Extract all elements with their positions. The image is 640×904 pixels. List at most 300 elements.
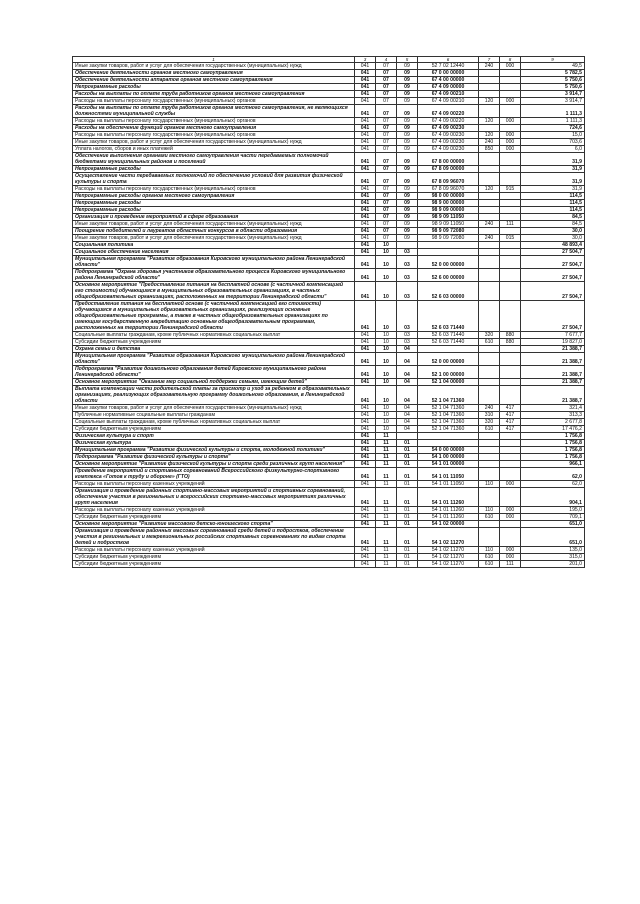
row-code-extra <box>500 77 521 84</box>
row-code-target: 67 8 09 96070 <box>418 186 479 193</box>
row-code-target: 52 6 00 00000 <box>418 269 479 282</box>
table-row <box>73 561 585 568</box>
row-name: Субсидии бюджетным учреждениям <box>73 339 355 346</box>
row-code-subsection: 01 <box>397 461 418 468</box>
row-code-extra <box>500 366 521 379</box>
row-code-admin: 041 <box>355 554 376 561</box>
row-code-expense-type <box>479 166 500 173</box>
row-code-target: 54 1 02 00000 <box>418 521 479 528</box>
row-code-expense-type <box>479 125 500 132</box>
table-row <box>73 405 585 412</box>
row-code-expense-type <box>479 379 500 386</box>
table-row <box>73 339 585 346</box>
row-code-subsection: 03 <box>397 249 418 256</box>
row-code-admin: 041 <box>355 379 376 386</box>
row-code-admin: 041 <box>355 481 376 488</box>
row-amount: 21 388,7 <box>521 346 585 353</box>
row-code-section: 07 <box>376 139 397 146</box>
row-code-admin: 041 <box>355 561 376 568</box>
row-name: Социальное обеспечение населения <box>73 249 355 256</box>
row-name: Иные закупки товаров, работ и услуг для обеспечения государственных (муниципальных) нужд <box>73 221 355 228</box>
row-code-admin: 041 <box>355 186 376 193</box>
row-name: Иные закупки товаров, работ и услуг для обеспечения государственных (муниципальных) нужд <box>73 235 355 242</box>
row-name: Физическая культура <box>73 440 355 447</box>
row-code-extra <box>500 105 521 118</box>
table-row <box>73 269 585 282</box>
row-code-section: 07 <box>376 91 397 98</box>
row-code-extra <box>500 379 521 386</box>
row-amount: 3 914,7 <box>521 91 585 98</box>
row-code-section: 07 <box>376 146 397 153</box>
row-name: Расходы на выплаты по оплате труда работников органов местного самоуправления <box>73 91 355 98</box>
row-code-expense-type <box>479 70 500 77</box>
table-row <box>73 249 585 256</box>
row-code-expense-type: 240 <box>479 63 500 70</box>
row-code-subsection: 09 <box>397 173 418 186</box>
row-code-section: 10 <box>376 386 397 405</box>
row-code-section: 10 <box>376 332 397 339</box>
row-code-extra <box>500 193 521 200</box>
row-name: Муниципальная программа "Развитие физической культуры и спорта, молодежной политики" <box>73 447 355 454</box>
row-code-target <box>418 346 479 353</box>
row-code-admin: 041 <box>355 139 376 146</box>
row-code-expense-type <box>479 77 500 84</box>
row-code-expense-type: 240 <box>479 405 500 412</box>
row-name: Иные закупки товаров, работ и услуг для обеспечения государственных (муниципальных) нужд <box>73 63 355 70</box>
row-code-extra: 880 <box>500 339 521 346</box>
row-amount: 114,5 <box>521 200 585 207</box>
table-row <box>73 454 585 461</box>
row-code-expense-type: 110 <box>479 507 500 514</box>
row-name: Уплата налогов, сборов и иных платежей <box>73 146 355 153</box>
row-code-extra <box>500 200 521 207</box>
row-code-extra <box>500 70 521 77</box>
row-code-section: 07 <box>376 63 397 70</box>
table-row <box>73 332 585 339</box>
row-amount: 6,0 <box>521 146 585 153</box>
row-code-subsection: 04 <box>397 419 418 426</box>
row-name: Иные закупки товаров, работ и услуг для обеспечения государственных (муниципальных) нужд <box>73 139 355 146</box>
row-code-admin: 041 <box>355 440 376 447</box>
row-code-target: 52 0 00 00000 <box>418 256 479 269</box>
row-code-subsection: 09 <box>397 105 418 118</box>
row-name: Расходы на выплаты персоналу государственных (муниципальных) органов <box>73 118 355 125</box>
row-code-admin: 041 <box>355 521 376 528</box>
row-code-target: 52 0 00 00000 <box>418 353 479 366</box>
row-code-section: 07 <box>376 207 397 214</box>
row-code-expense-type: 320 <box>479 332 500 339</box>
row-name: Непрограммные расходы <box>73 166 355 173</box>
row-code-expense-type <box>479 353 500 366</box>
row-code-subsection: 04 <box>397 405 418 412</box>
row-code-subsection: 09 <box>397 221 418 228</box>
row-code-subsection <box>397 242 418 249</box>
row-name: Непрограммные расходы органов местного самоуправления <box>73 193 355 200</box>
row-amount: 1 756,8 <box>521 447 585 454</box>
row-code-admin: 041 <box>355 146 376 153</box>
row-code-subsection: 03 <box>397 339 418 346</box>
row-code-expense-type: 850 <box>479 146 500 153</box>
row-code-expense-type <box>479 105 500 118</box>
row-code-expense-type: 120 <box>479 132 500 139</box>
row-code-section: 07 <box>376 118 397 125</box>
row-code-target: 54 1 01 00000 <box>418 461 479 468</box>
row-code-admin: 041 <box>355 200 376 207</box>
row-code-section: 11 <box>376 454 397 461</box>
row-name: Подпрограмма "Охрана здоровья участников образовательного процесса Кировского муниципального района Ленинградской области" <box>73 269 355 282</box>
row-code-target: 98 9 09 00000 <box>418 207 479 214</box>
row-amount: 3 914,7 <box>521 98 585 105</box>
row-code-expense-type: 610 <box>479 514 500 521</box>
row-code-section: 11 <box>376 468 397 481</box>
row-code-expense-type: 240 <box>479 235 500 242</box>
row-code-expense-type <box>479 207 500 214</box>
row-code-section: 11 <box>376 554 397 561</box>
row-code-subsection: 09 <box>397 118 418 125</box>
row-code-section: 11 <box>376 507 397 514</box>
row-code-extra <box>500 207 521 214</box>
row-code-extra: 417 <box>500 412 521 419</box>
row-code-subsection: 01 <box>397 468 418 481</box>
table-row <box>73 412 585 419</box>
row-code-expense-type: 120 <box>479 98 500 105</box>
row-code-expense-type <box>479 282 500 301</box>
row-code-subsection: 04 <box>397 366 418 379</box>
row-name: Предоставление питания на бесплатной основе (с частичной компенсацией его стоимости) обучающимся в муниципальных образовательных организациях, реализующих основные общеобразовательные программы, а также в частных общеобразовательных организациях по имеющим государственную аккредитацию основным общеобразовательным программам, расположенных на территории Ленинградской области <box>73 301 355 332</box>
row-code-extra <box>500 173 521 186</box>
row-code-target: 67 4 09 00210 <box>418 98 479 105</box>
row-code-section: 10 <box>376 379 397 386</box>
row-code-extra <box>500 84 521 91</box>
row-code-section: 10 <box>376 419 397 426</box>
row-code-expense-type <box>479 386 500 405</box>
header-cell-6: 7 <box>479 57 500 63</box>
row-name: Непрограммные расходы <box>73 84 355 91</box>
row-code-subsection: 09 <box>397 70 418 77</box>
row-code-admin: 041 <box>355 207 376 214</box>
table-row <box>73 235 585 242</box>
row-code-admin: 041 <box>355 282 376 301</box>
row-code-subsection: 09 <box>397 77 418 84</box>
row-code-section: 07 <box>376 228 397 235</box>
row-code-admin: 041 <box>355 193 376 200</box>
row-code-extra <box>500 91 521 98</box>
table-row <box>73 146 585 153</box>
row-code-extra <box>500 256 521 269</box>
row-code-admin: 041 <box>355 426 376 433</box>
row-code-section: 11 <box>376 433 397 440</box>
row-code-target: 67 4 09 00000 <box>418 84 479 91</box>
row-name: Субсидии бюджетным учреждениям <box>73 561 355 568</box>
row-code-extra <box>500 282 521 301</box>
row-name: Основное мероприятие "Оказание мер социальной поддержки семьям, имеющим детей" <box>73 379 355 386</box>
row-code-extra: 000 <box>500 514 521 521</box>
row-code-section: 10 <box>376 242 397 249</box>
row-code-target: 67 4 09 00210 <box>418 91 479 98</box>
row-code-admin: 041 <box>355 125 376 132</box>
row-code-subsection: 03 <box>397 269 418 282</box>
row-amount: 21 388,7 <box>521 386 585 405</box>
row-code-target: 52 1 00 00000 <box>418 366 479 379</box>
row-code-extra <box>500 454 521 461</box>
row-amount: 15,0 <box>521 132 585 139</box>
row-code-subsection: 01 <box>397 454 418 461</box>
row-name: Расходы на выплаты персоналу казенных учреждений <box>73 547 355 554</box>
row-name: Расходы на выплаты персоналу казенных учреждений <box>73 481 355 488</box>
header-cell-3: 4 <box>376 57 397 63</box>
row-code-admin: 041 <box>355 166 376 173</box>
row-code-extra <box>500 353 521 366</box>
row-code-section: 07 <box>376 132 397 139</box>
row-name: Расходы на выплаты персоналу государственных (муниципальных) органов <box>73 98 355 105</box>
budget-table <box>72 56 585 568</box>
row-code-subsection: 01 <box>397 561 418 568</box>
row-code-admin: 041 <box>355 235 376 242</box>
row-amount: 703,6 <box>521 139 585 146</box>
row-amount: 31,9 <box>521 153 585 166</box>
row-code-extra: 000 <box>500 146 521 153</box>
row-code-extra: 417 <box>500 419 521 426</box>
table-row <box>73 554 585 561</box>
row-code-expense-type <box>479 366 500 379</box>
header-cell-2: 3 <box>355 57 376 63</box>
row-name: Субсидии бюджетным учреждениям <box>73 554 355 561</box>
row-code-subsection: 09 <box>397 228 418 235</box>
row-amount: 135,0 <box>521 547 585 554</box>
row-name: Охрана семьи и детства <box>73 346 355 353</box>
table-row <box>73 488 585 507</box>
row-code-admin: 041 <box>355 118 376 125</box>
row-code-section: 11 <box>376 521 397 528</box>
row-amount: 27 504,7 <box>521 269 585 282</box>
row-code-target: 54 1 02 11270 <box>418 554 479 561</box>
row-name: Обеспечение выполнения органами местного самоуправления части передаваемых полномочий бюджетами муниципальных районов и поселений <box>73 153 355 166</box>
row-name: Социальные выплаты гражданам, кроме публичных нормативных социальных выплат <box>73 332 355 339</box>
row-code-section: 11 <box>376 447 397 454</box>
row-code-subsection: 09 <box>397 207 418 214</box>
row-code-subsection: 09 <box>397 84 418 91</box>
row-amount: 1 756,8 <box>521 433 585 440</box>
row-code-target: 54 0 00 00000 <box>418 447 479 454</box>
row-name: Выплата компенсации части родительской платы за присмотр и уход за ребенком в образовательных организациях, реализующих образовательную программу дошкольного образования, в Ленинградской области <box>73 386 355 405</box>
row-code-target: 67 4 09 00230 <box>418 139 479 146</box>
row-code-expense-type: 610 <box>479 554 500 561</box>
row-code-subsection: 01 <box>397 440 418 447</box>
row-code-section: 10 <box>376 339 397 346</box>
row-code-extra <box>500 447 521 454</box>
row-code-subsection: 01 <box>397 488 418 507</box>
row-amount: 2 677,8 <box>521 419 585 426</box>
row-amount: 62,0 <box>521 468 585 481</box>
row-code-section: 11 <box>376 528 397 547</box>
row-code-target <box>418 249 479 256</box>
row-name: Непрограммные расходы <box>73 200 355 207</box>
row-code-target: 54 1 02 11270 <box>418 547 479 554</box>
row-amount: 27 504,7 <box>521 282 585 301</box>
row-code-admin: 041 <box>355 461 376 468</box>
row-code-admin: 041 <box>355 173 376 186</box>
row-code-expense-type <box>479 461 500 468</box>
row-amount: 1 756,8 <box>521 454 585 461</box>
budget-page <box>72 56 584 568</box>
row-code-admin: 041 <box>355 269 376 282</box>
row-code-section: 07 <box>376 84 397 91</box>
row-code-section: 07 <box>376 200 397 207</box>
row-code-expense-type <box>479 193 500 200</box>
table-row <box>73 84 585 91</box>
row-name: Проведение мероприятий и спортивных соревнований Всероссийского физкультурно-спортивного комплекса «Готов к труду и обороне» (ГТО) <box>73 468 355 481</box>
row-code-target <box>418 242 479 249</box>
row-code-subsection: 01 <box>397 547 418 554</box>
table-row <box>73 207 585 214</box>
row-code-expense-type <box>479 468 500 481</box>
row-code-target: 54 1 01 11260 <box>418 514 479 521</box>
row-code-subsection: 09 <box>397 146 418 153</box>
row-code-extra: 111 <box>500 221 521 228</box>
row-code-extra <box>500 214 521 221</box>
table-row <box>73 63 585 70</box>
row-code-section: 07 <box>376 214 397 221</box>
row-amount: 114,5 <box>521 193 585 200</box>
row-code-admin: 041 <box>355 339 376 346</box>
row-code-subsection: 01 <box>397 521 418 528</box>
row-code-extra <box>500 521 521 528</box>
row-name: Обеспечение деятельности аппаратов органов местного самоуправления <box>73 77 355 84</box>
row-code-extra <box>500 153 521 166</box>
row-name: Иные закупки товаров, работ и услуг для обеспечения государственных (муниципальных) нужд <box>73 405 355 412</box>
row-name: Социальная политика <box>73 242 355 249</box>
row-code-section: 07 <box>376 98 397 105</box>
row-code-extra <box>500 242 521 249</box>
row-amount: 49,5 <box>521 63 585 70</box>
row-name: Организация и проведение мероприятий в сфере образования <box>73 214 355 221</box>
row-name: Физическая культура и спорт <box>73 433 355 440</box>
row-code-expense-type: 610 <box>479 561 500 568</box>
row-code-section: 10 <box>376 366 397 379</box>
row-code-subsection: 03 <box>397 282 418 301</box>
row-code-extra: 000 <box>500 118 521 125</box>
row-code-expense-type <box>479 269 500 282</box>
row-amount: 315,0 <box>521 554 585 561</box>
row-amount: 31,9 <box>521 186 585 193</box>
row-code-subsection: 04 <box>397 412 418 419</box>
row-code-admin: 041 <box>355 91 376 98</box>
row-name: Основное мероприятие "Развитие массового детско-юношеского спорта" <box>73 521 355 528</box>
row-code-section: 10 <box>376 269 397 282</box>
table-row <box>73 447 585 454</box>
row-code-extra <box>500 346 521 353</box>
row-code-target: 54 1 02 11270 <box>418 528 479 547</box>
row-amount: 313,3 <box>521 412 585 419</box>
row-code-section: 11 <box>376 488 397 507</box>
row-name: Осуществление части передаваемых полномочий по обеспечению условий для развития физической культуры и спорта <box>73 173 355 186</box>
row-code-target: 52 6 03 71440 <box>418 339 479 346</box>
row-amount: 5 750,6 <box>521 77 585 84</box>
row-amount: 30,0 <box>521 235 585 242</box>
row-code-target: 98 9 00 00000 <box>418 200 479 207</box>
row-code-target: 52 6 03 71440 <box>418 301 479 332</box>
row-amount: 1 756,8 <box>521 440 585 447</box>
row-code-expense-type <box>479 521 500 528</box>
row-code-subsection: 03 <box>397 332 418 339</box>
table-row <box>73 440 585 447</box>
row-code-target: 52 7 02 12440 <box>418 63 479 70</box>
row-code-subsection: 04 <box>397 379 418 386</box>
table-row <box>73 139 585 146</box>
table-body <box>73 63 585 568</box>
row-code-admin: 041 <box>355 419 376 426</box>
row-code-extra: 417 <box>500 426 521 433</box>
row-code-target: 67 4 09 00220 <box>418 105 479 118</box>
row-code-admin: 041 <box>355 256 376 269</box>
row-code-target: 67 4 09 00220 <box>418 118 479 125</box>
row-code-expense-type <box>479 242 500 249</box>
row-code-extra: 000 <box>500 98 521 105</box>
table-row <box>73 521 585 528</box>
row-code-extra: 915 <box>500 186 521 193</box>
row-code-admin: 041 <box>355 214 376 221</box>
row-code-target: 98 9 09 72080 <box>418 228 479 235</box>
row-name: Социальные выплаты гражданам, кроме публичных нормативных социальных выплат <box>73 419 355 426</box>
row-code-section: 07 <box>376 186 397 193</box>
row-amount: 709,1 <box>521 514 585 521</box>
row-code-expense-type: 310 <box>479 412 500 419</box>
row-code-extra: 015 <box>500 235 521 242</box>
row-name: Организация и проведение районных массовых соревнований среди детей и подростков, обеспечение участия в региональных и межрегиональных российских спортивных соревнованиях по видам спорта детей и подростков <box>73 528 355 547</box>
row-code-admin: 041 <box>355 153 376 166</box>
row-code-subsection: 09 <box>397 125 418 132</box>
row-code-expense-type: 610 <box>479 426 500 433</box>
row-code-subsection: 09 <box>397 193 418 200</box>
row-code-admin: 041 <box>355 77 376 84</box>
row-code-extra: 000 <box>500 554 521 561</box>
row-name: Поощрение победителей и лауреатов областных конкурсов в области образования <box>73 228 355 235</box>
row-code-extra: 000 <box>500 139 521 146</box>
row-code-expense-type <box>479 200 500 207</box>
row-code-extra <box>500 269 521 282</box>
row-name: Расходы на выплаты персоналу казенных учреждений <box>73 507 355 514</box>
row-code-target: 67 8 00 00000 <box>418 153 479 166</box>
table-row <box>73 433 585 440</box>
row-code-target: 67 4 09 00230 <box>418 125 479 132</box>
table-row <box>73 353 585 366</box>
row-code-section: 07 <box>376 105 397 118</box>
row-amount: 114,5 <box>521 207 585 214</box>
row-code-admin: 041 <box>355 242 376 249</box>
row-amount: 27 504,7 <box>521 301 585 332</box>
row-code-admin: 041 <box>355 433 376 440</box>
row-code-target: 67 4 09 00230 <box>418 132 479 139</box>
row-amount: 62,0 <box>521 481 585 488</box>
row-name: Подпрограмма "Развитие дошкольного образования детей Кировского муниципального района Ленинградской области" <box>73 366 355 379</box>
row-code-expense-type <box>479 346 500 353</box>
row-code-extra <box>500 433 521 440</box>
row-amount: 7 677,7 <box>521 332 585 339</box>
row-code-extra <box>500 386 521 405</box>
row-code-extra <box>500 528 521 547</box>
row-code-admin: 041 <box>355 507 376 514</box>
row-code-expense-type <box>479 440 500 447</box>
row-name: Основное мероприятие "Развитие физической культуры и спорта среди различных групп населения" <box>73 461 355 468</box>
table-row <box>73 301 585 332</box>
row-code-expense-type: 240 <box>479 139 500 146</box>
row-code-section: 07 <box>376 70 397 77</box>
row-code-admin: 041 <box>355 70 376 77</box>
table-row <box>73 528 585 547</box>
row-code-extra: 000 <box>500 547 521 554</box>
row-code-subsection: 01 <box>397 447 418 454</box>
row-name: Основное мероприятие "Предоставление питания на бесплатной основе (с частичной компенсацией его стоимости) обучающимся в муниципальных образовательных организациях, в частных общеобразовательных организациях, расположенных на территории Ленинградской области" <box>73 282 355 301</box>
